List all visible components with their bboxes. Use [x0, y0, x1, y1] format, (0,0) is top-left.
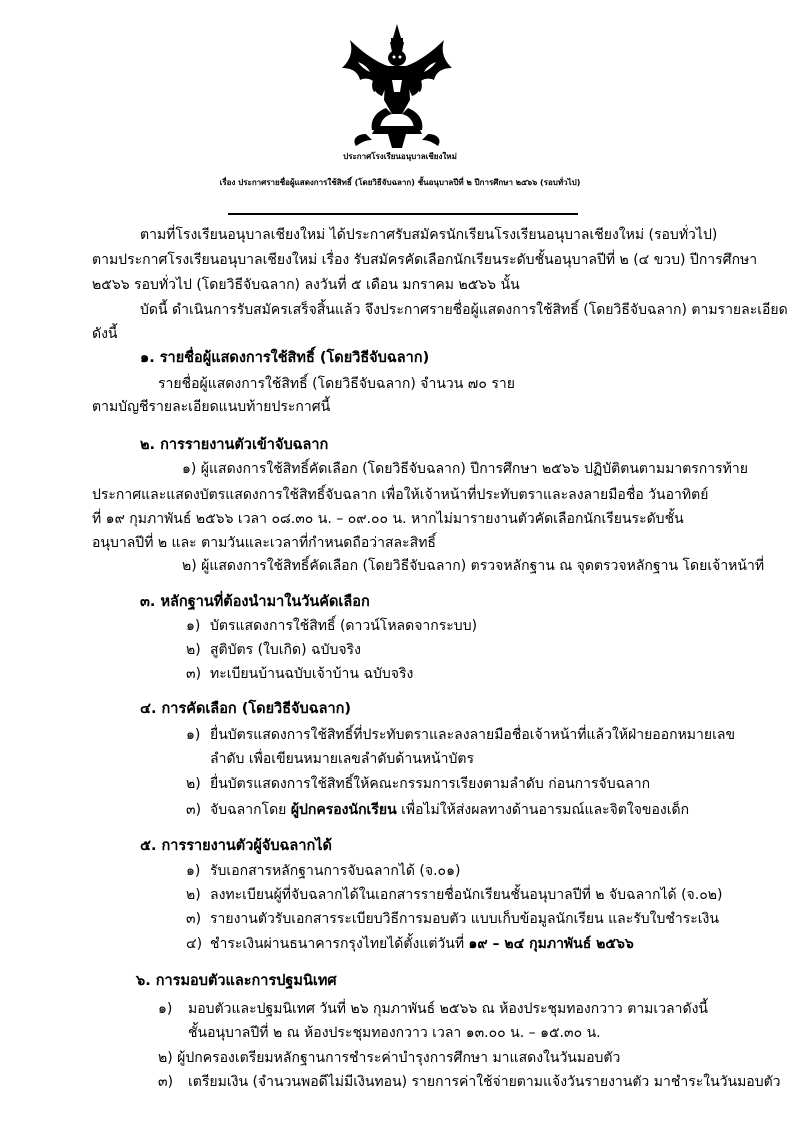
- item-text: ชำระเงินผ่านธนาคารกรุงไทยได้ตั้งแต่วันที่: [210, 936, 469, 952]
- list-item-number: ๒): [186, 776, 201, 792]
- item-text: จับฉลากโดย: [210, 802, 291, 818]
- list-item: รายงานตัวรับเอกสารระเบียบวิธีการมอบตัว แบบเก็บข้อมูลนักเรียน และรับใบชำระเงิน: [210, 911, 719, 927]
- list-item: เตรียมเงิน (จำนวนพอดีไม่มีเงินทอน) รายการค่าใช้จ่ายตามแจ้งวันรายงานตัว มาชำระในวันมอบตัว: [188, 1074, 781, 1090]
- list-item: ยื่นบัตรแสดงการใช้สิทธิ์ที่ประทับตราและลงลายมือชื่อเจ้าหน้าที่แล้วให้ฝ่ายออกหมายเลข: [210, 727, 736, 743]
- section-4-heading: ๔. การคัดเลือก (โดยวิธีจับฉลาก): [140, 701, 352, 717]
- list-item-number: ๓): [186, 911, 202, 927]
- list-item: ลงทะเบียนผู้ที่จับฉลากได้ในเอกสารรายชื่อนักเรียนชั้นอนุบาลปีที่ ๒ จับฉลากได้ (จ.๐๒): [210, 887, 723, 903]
- intro-line: ตามที่โรงเรียนอนุบาลเชียงใหม่ ได้ประกาศรับสมัครนักเรียนโรงเรียนอนุบาลเชียงใหม่ (รอบทั่วไป): [140, 227, 718, 243]
- emphasis-parents: ผู้ปกครองนักเรียน: [290, 802, 397, 818]
- section-1-heading: ๑. รายชื่อผู้แสดงการใช้สิทธิ์ (โดยวิธีจับฉลาก): [140, 350, 430, 366]
- list-item: รับเอกสารหลักฐานการจับฉลากได้ (จ.๐๑): [210, 863, 461, 879]
- intro-line: ตามประกาศโรงเรียนอนุบาลเชียงใหม่ เรื่อง รับสมัครคัดเลือกนักเรียนระดับชั้นอนุบาลปีที่ ๒ (๔ ขวบ) ปีการศึกษา: [92, 252, 758, 268]
- section-3-heading: ๓. หลักฐานที่ต้องนำมาในวันคัดเลือก: [140, 594, 370, 610]
- section-1-line: ตามบัญชีรายละเอียดแนบท้ายประกาศนี้: [92, 399, 331, 415]
- intro-line: ๒๕๖๖ รอบทั่วไป (โดยวิธีจับฉลาก) ลงวันที่ ๕ เดือน มกราคม ๒๕๖๖ นั้น: [92, 277, 520, 293]
- garuda-emblem-icon: [336, 22, 458, 150]
- title-divider: [228, 213, 578, 215]
- announcement-subject: เรื่อง ประกาศรายชื่อผู้แสดงการใช้สิทธิ์ (โดยวิธีจับฉลาก) ชั้นอนุบาลปีที่ ๒ ปีการศึกษา ๒๕๖๖ (รอบทั่วไป): [219, 178, 581, 187]
- list-item-number: ๑): [186, 727, 201, 743]
- item-text: เพื่อไม่ให้ส่งผลทางด้านอารมณ์และจิตใจของเด็ก: [396, 802, 690, 818]
- section-6-heading: ๖. การมอบตัวและการปฐมนิเทศ: [136, 973, 337, 989]
- section-2-line: ๑) ผู้แสดงการใช้สิทธิ์คัดเลือก (โดยวิธีจับฉลาก) ปีการศึกษา ๒๕๖๖ ปฏิบัติตนตามมาตรการท้าย: [182, 461, 748, 477]
- section-2-line: ๒) ผู้แสดงการใช้สิทธิ์คัดเลือก (โดยวิธีจับฉลาก) ตรวจหลักฐาน ณ จุดตรวจหลักฐาน โดยเจ้าหน้าที่: [182, 558, 765, 574]
- intro-line: บัดนี้ ดำเนินการรับสมัครเสร็จสิ้นแล้ว จึงประกาศรายชื่อผู้แสดงการใช้สิทธิ์ (โดยวิธีจับฉลาก) ตามรายละเอียด: [140, 302, 788, 318]
- section-5-heading: ๕. การรายงานตัวผู้จับฉลากได้: [140, 838, 332, 854]
- section-2-line: ประกาศและแสดงบัตรแสดงการใช้สิทธิ์จับฉลาก เพื่อให้เจ้าหน้าที่ประทับตราและลงลายมือชื่อ วันอาทิตย์: [92, 487, 709, 503]
- list-item-number: ๓): [186, 802, 202, 818]
- list-item: สูติบัตร (ใบเกิด) ฉบับจริง: [210, 642, 361, 658]
- list-item: [210, 935, 634, 953]
- announcement-title: ประกาศโรงเรียนอนุบาลเชียงใหม่: [343, 152, 457, 161]
- list-item-continuation: ชั้นอนุบาลปีที่ ๒ ณ ห้องประชุมทองกวาว เวลา ๑๓.๐๐ น. – ๑๕.๓๐ น.: [188, 1025, 601, 1041]
- list-item-number: ๓): [186, 666, 202, 682]
- list-item: ทะเบียนบ้านฉบับเจ้าบ้าน ฉบับจริง: [210, 666, 414, 682]
- list-item: ๒) ผู้ปกครองเตรียมหลักฐานการชำระค่าบำรุงการศึกษา มาแสดงในวันมอบตัว: [158, 1050, 621, 1066]
- emphasis-payment-dates: ๑๙ – ๒๔ กุมภาพันธ์ ๒๕๖๖: [468, 936, 634, 952]
- list-item-number: ๔): [186, 936, 203, 952]
- list-item-continuation: ลำดับ เพื่อเขียนหมายเลขลำดับด้านหน้าบัตร: [210, 751, 474, 767]
- list-item: [210, 801, 689, 819]
- section-2-line: ที่ ๑๙ กุมภาพันธ์ ๒๕๖๖ เวลา ๐๘.๓๐ น. – ๐๙.๐๐ น. หากไม่มารายงานตัวคัดเลือกนักเรียนระดับชั้น: [92, 511, 684, 527]
- list-item-number: ๑): [186, 618, 201, 634]
- list-item-number: ๑): [158, 1001, 173, 1017]
- list-item: มอบตัวและปฐมนิเทศ วันที่ ๒๖ กุมภาพันธ์ ๒๕๖๖ ณ ห้องประชุมทองกวาว ตามเวลาดังนี้: [188, 1001, 708, 1017]
- list-item: บัตรแสดงการใช้สิทธิ์ (ดาวน์โหลดจากระบบ): [210, 618, 478, 634]
- list-item: ยื่นบัตรแสดงการใช้สิทธิ์ให้คณะกรรมการเรียงตามลำดับ ก่อนการจับฉลาก: [210, 776, 651, 792]
- section-1-line: รายชื่อผู้แสดงการใช้สิทธิ์ (โดยวิธีจับฉลาก) จำนวน ๗๐ ราย: [158, 376, 515, 392]
- section-2-heading: ๒. การรายงานตัวเข้าจับฉลาก: [140, 437, 329, 453]
- list-item-number: ๑): [186, 863, 201, 879]
- list-item-number: ๓): [158, 1074, 174, 1090]
- section-2-line: อนุบาลปีที่ ๒ และ ตามวันและเวลาที่กำหนดถือว่าสละสิทธิ์: [92, 535, 436, 551]
- list-item-number: ๒): [186, 642, 201, 658]
- list-item-number: ๒): [186, 887, 201, 903]
- intro-line: ดังนี้: [92, 326, 118, 342]
